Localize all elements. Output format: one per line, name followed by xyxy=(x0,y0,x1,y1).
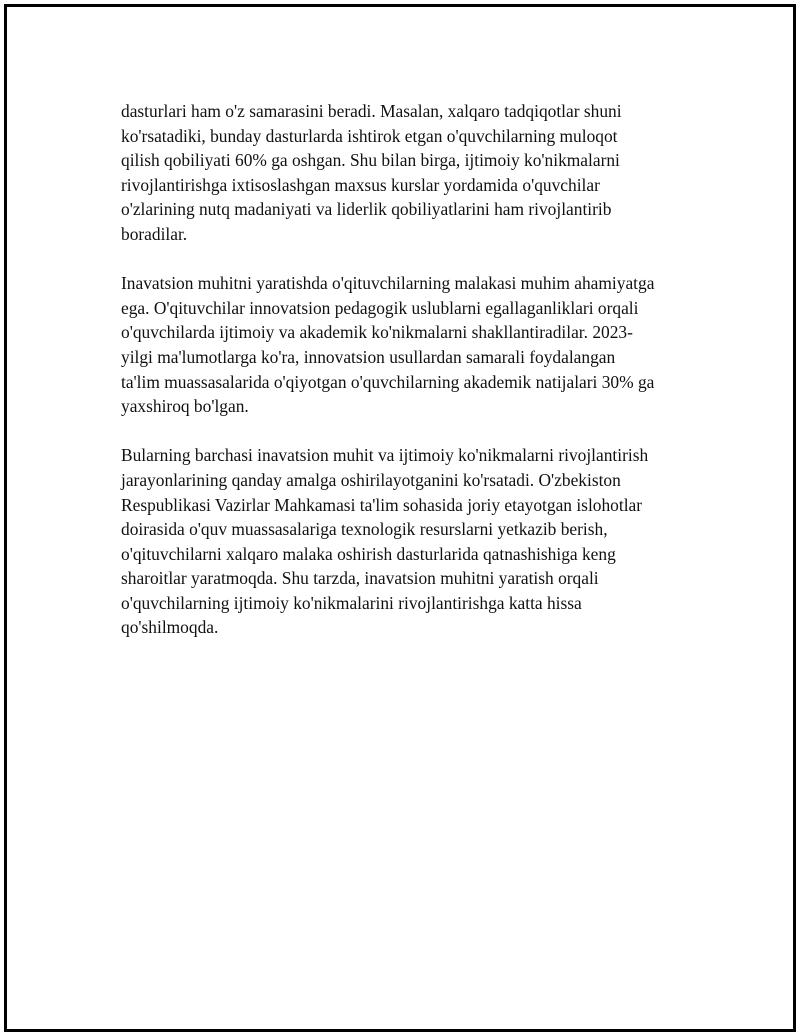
text-line: rivojlantirishga ixtisoslashgan maxsus kurslar yordamida o'quvchilar xyxy=(121,174,600,195)
text-line: ega. O'qituvchilar innovatsion pedagogik uslublarni egallaganliklari orqali xyxy=(121,297,639,318)
text-line: ta'lim muassasalarida o'qiyotgan o'quvchilarning akademik natijalari 30% ga xyxy=(121,371,655,392)
text-line: qo'shilmoqda. xyxy=(121,617,219,638)
document-body xyxy=(121,99,701,665)
page-frame xyxy=(4,4,796,1032)
text-line: Respublikasi Vazirlar Mahkamasi ta'lim sohasida joriy etayotgan islohotlar xyxy=(121,494,643,515)
text-line: o'qituvchilarni xalqaro malaka oshirish dasturlarida qatnashishiga keng xyxy=(121,543,616,564)
text-line: yaxshiroq bo'lgan. xyxy=(121,396,249,417)
text-line: o'zlarining nutq madaniyati va liderlik qobiliyatlarini ham rivojlantirib xyxy=(121,199,612,220)
text-line: o'quvchilarda ijtimoiy va akademik ko'nikmalarni shakllantiradilar. 2023- xyxy=(121,322,633,343)
text-line: doirasida o'quv muassasalariga texnologik resurslarni yetkazib berish, xyxy=(121,519,608,540)
text-line: Inavatsion muhitni yaratishda o'qituvchilarning malakasi muhim ahamiyatga xyxy=(121,273,655,294)
paragraph-2 xyxy=(121,271,701,419)
text-line: sharoitlar yaratmoqda. Shu tarzda, inavatsion muhitni yaratish orqali xyxy=(121,568,599,589)
text-line: jarayonlarining qanday amalga oshirilayotganini ko'rsatadi. O'zbekiston xyxy=(121,469,621,490)
text-line: ko'rsatadiki, bunday dasturlarda ishtirok etgan o'quvchilarning muloqot xyxy=(121,125,618,146)
text-line: yilgi ma'lumotlarga ko'ra, innovatsion usullardan samarali foydalangan xyxy=(121,346,616,367)
text-line: boradilar. xyxy=(121,223,188,244)
paragraph-3 xyxy=(121,443,701,640)
text-line: qilish qobiliyati 60% ga oshgan. Shu bilan birga, ijtimoiy ko'nikmalarni xyxy=(121,150,620,171)
text-line: o'quvchilarning ijtimoiy ko'nikmalarini rivojlantirishga katta hissa xyxy=(121,592,582,613)
text-line: Bularning barchasi inavatsion muhit va ijtimoiy ko'nikmalarni rivojlantirish xyxy=(121,445,649,466)
paragraph-1 xyxy=(121,99,701,247)
text-line: dasturlari ham o'z samarasini beradi. Masalan, xalqaro tadqiqotlar shuni xyxy=(121,101,622,121)
